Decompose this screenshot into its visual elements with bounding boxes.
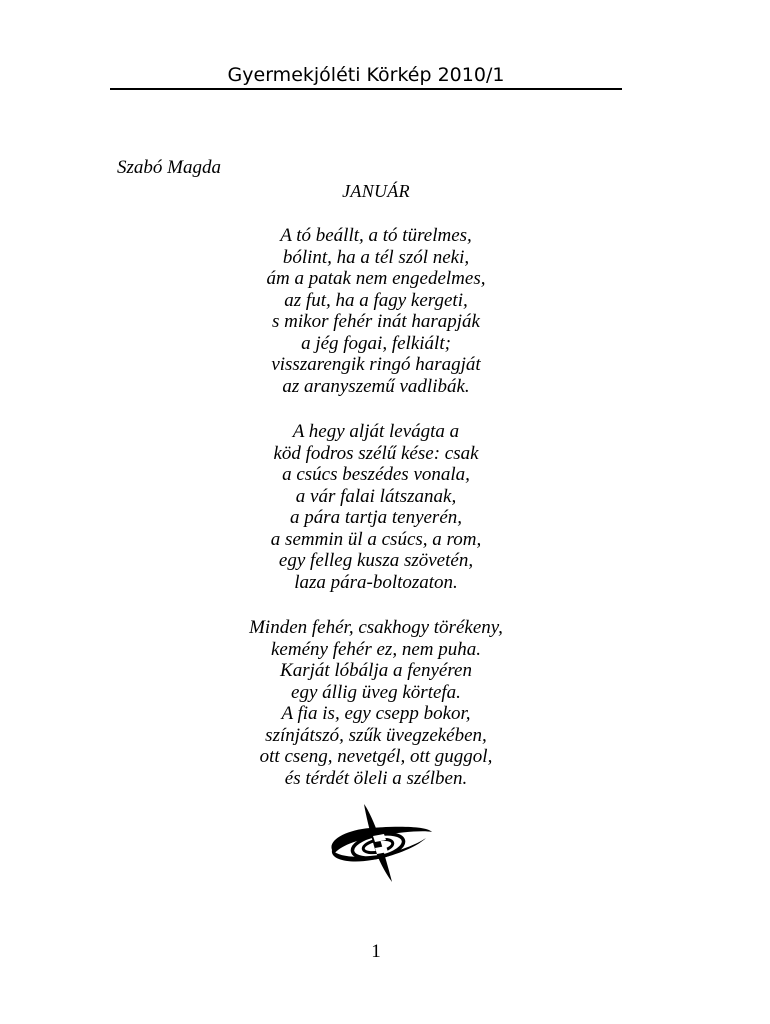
poem-line: A fia is, egy csepp bokor, [281, 703, 471, 724]
poem-line: a vár falai látszanak, [295, 485, 457, 507]
poem-line: egy felleg kusza szövetén, [278, 550, 474, 571]
poem-line: s mikor fehér inát harapják [272, 311, 480, 332]
poem-author: Szabó Magda [117, 157, 221, 178]
header-title: Gyermekjóléti Körkép 2010/1 [227, 64, 505, 86]
poem-line: bólint, ha a tél szól neki, [282, 246, 470, 268]
poem-line: visszarengik ringó haragját [271, 354, 481, 375]
poem-stanza-3 [0, 617, 752, 789]
poem-line: a semmin ül a csúcs, a rom, [270, 528, 482, 550]
poem-line: köd fodros szélű kése: csak [273, 442, 479, 464]
poem-line: színjátszó, szűk üvegzekében, [265, 724, 487, 746]
poem-line: az fut, ha a fagy kergeti, [284, 289, 468, 311]
poem-stanza-1 [0, 225, 752, 397]
poem-line: A hegy alját levágta a [292, 421, 460, 442]
poem-line: kemény fehér ez, nem puha. [271, 638, 481, 660]
spiral-logo-icon [326, 802, 436, 884]
poem-line: Karját lóbálja a fenyéren [280, 660, 472, 681]
poem-line: a pára tartja tenyerén, [289, 507, 463, 528]
poem-stanza-2 [0, 421, 752, 593]
page-header [110, 62, 622, 90]
poem-line: és térdét öleli a szélben. [284, 767, 468, 789]
poem-line: Minden fehér, csakhogy törékeny, [249, 617, 503, 638]
poem-line: laza pára-boltozaton. [294, 571, 458, 593]
poem-line: A tó beállt, a tó türelmes, [280, 225, 472, 246]
poem-title: JANUÁR [342, 181, 410, 201]
poem-line: az aranyszemű vadlibák. [282, 375, 470, 397]
page-number: 1 [371, 941, 381, 962]
poem-line: a jég fogai, felkiált; [301, 332, 451, 354]
poem-line: egy állig üveg körtefa. [291, 681, 461, 703]
poem-line: a csúcs beszédes vonala, [282, 464, 470, 485]
poem-line: ott cseng, nevetgél, ott guggol, [259, 746, 493, 767]
poem-line: ám a patak nem engedelmes, [266, 268, 486, 289]
